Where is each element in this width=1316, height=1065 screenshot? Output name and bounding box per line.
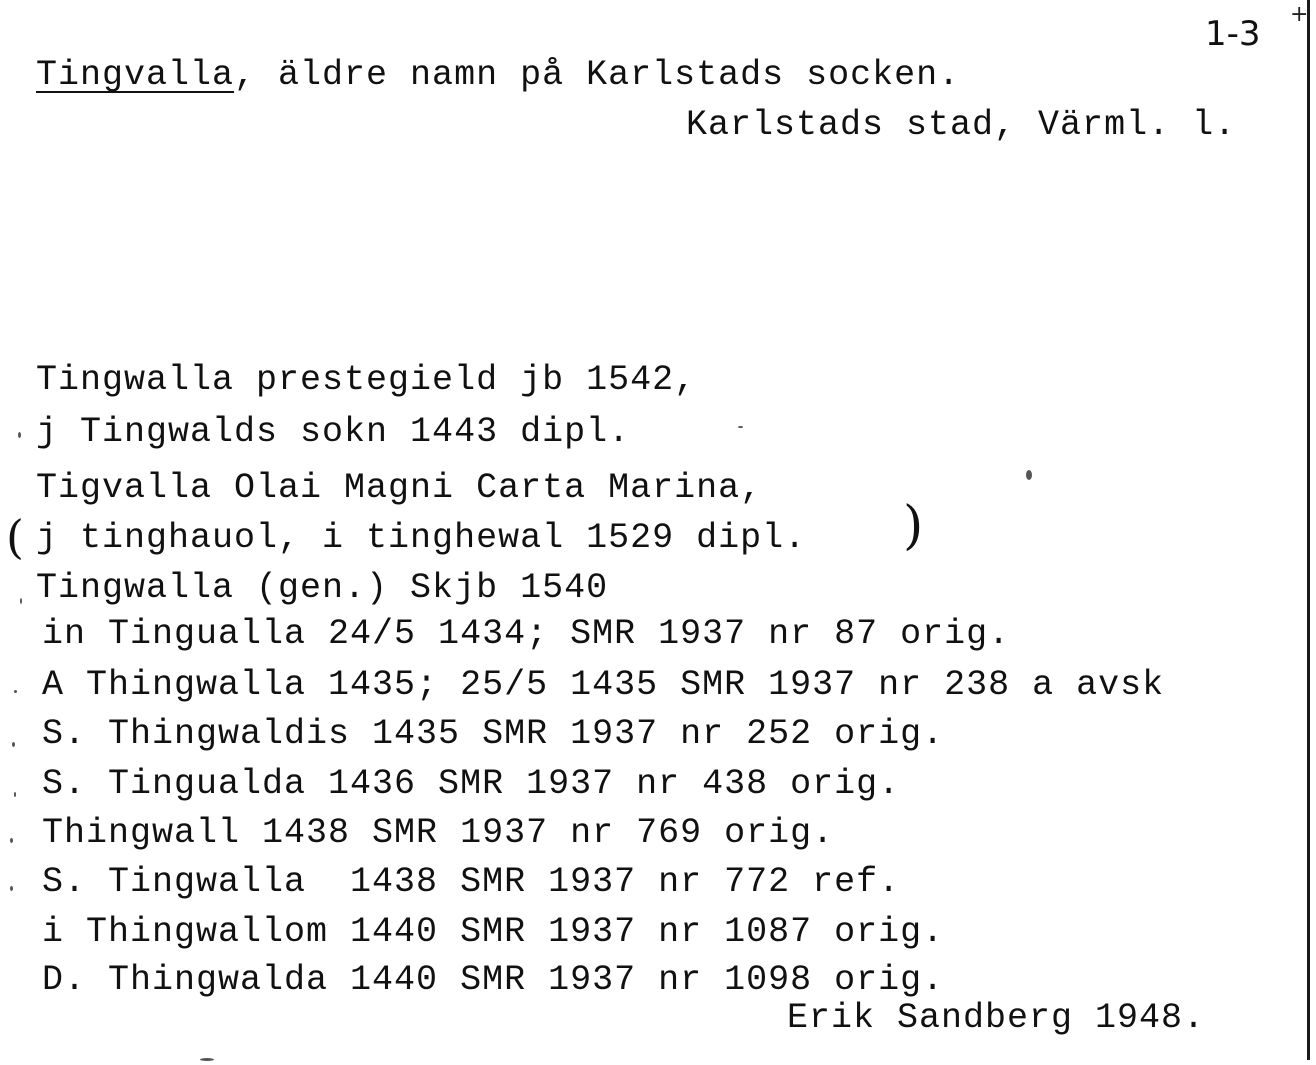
scan-speck bbox=[1026, 470, 1032, 480]
handwritten-open-bracket: ( bbox=[6, 510, 24, 564]
form-line-7: A Thingwalla 1435; 25/5 1435 SMR 1937 nr 238 a avsk bbox=[42, 665, 1165, 705]
heading-rest: , äldre namn på Karlstads socken. bbox=[234, 55, 961, 95]
form-line-10: Thingwall 1438 SMR 1937 nr 769 orig. bbox=[42, 813, 835, 853]
form-line-5: Tingwalla (gen.) Skjb 1540 bbox=[36, 568, 609, 608]
signature: Erik Sandberg 1948. bbox=[787, 998, 1206, 1038]
scan-speck bbox=[12, 742, 15, 747]
scan-speck bbox=[20, 598, 22, 604]
plus-mark-icon: + bbox=[1290, 2, 1309, 27]
scan-speck bbox=[10, 886, 13, 891]
form-line-1: Tingwalla prestegield jb 1542, bbox=[36, 360, 697, 400]
form-line-3: Tigvalla Olai Magni Carta Marina, bbox=[36, 468, 763, 508]
scan-speck bbox=[10, 838, 13, 843]
card-right-border bbox=[1307, 0, 1310, 1060]
location-line: Karlstads stad, Värml. l. bbox=[686, 105, 1237, 145]
scan-speck bbox=[738, 426, 743, 428]
form-line-8: S. Thingwaldis 1435 SMR 1937 nr 252 orig. bbox=[42, 714, 945, 754]
form-line-6: in Tingualla 24/5 1434; SMR 1937 nr 87 orig. bbox=[42, 614, 1011, 654]
scan-speck bbox=[14, 690, 17, 693]
scan-speck bbox=[14, 792, 16, 797]
form-line-9: S. Tingualda 1436 SMR 1937 nr 438 orig. bbox=[42, 764, 901, 804]
heading-line bbox=[36, 55, 960, 95]
form-line-12: i Thingwallom 1440 SMR 1937 nr 1087 orig. bbox=[42, 912, 945, 952]
handwritten-close-bracket: ) bbox=[903, 496, 924, 556]
card-number: 1-3 bbox=[1205, 14, 1261, 54]
scan-speck bbox=[18, 432, 21, 438]
scan-speck bbox=[200, 1058, 214, 1061]
form-line-2: j Tingwalds sokn 1443 dipl. bbox=[36, 412, 631, 452]
headword: Tingvalla bbox=[36, 55, 235, 95]
form-line-13: D. Thingwalda 1440 SMR 1937 nr 1098 orig. bbox=[42, 960, 945, 1000]
form-line-4: j tinghauol, i tinghewal 1529 dipl. bbox=[36, 518, 807, 558]
form-line-11: S. Tingwalla 1438 SMR 1937 nr 772 ref. bbox=[42, 862, 901, 902]
